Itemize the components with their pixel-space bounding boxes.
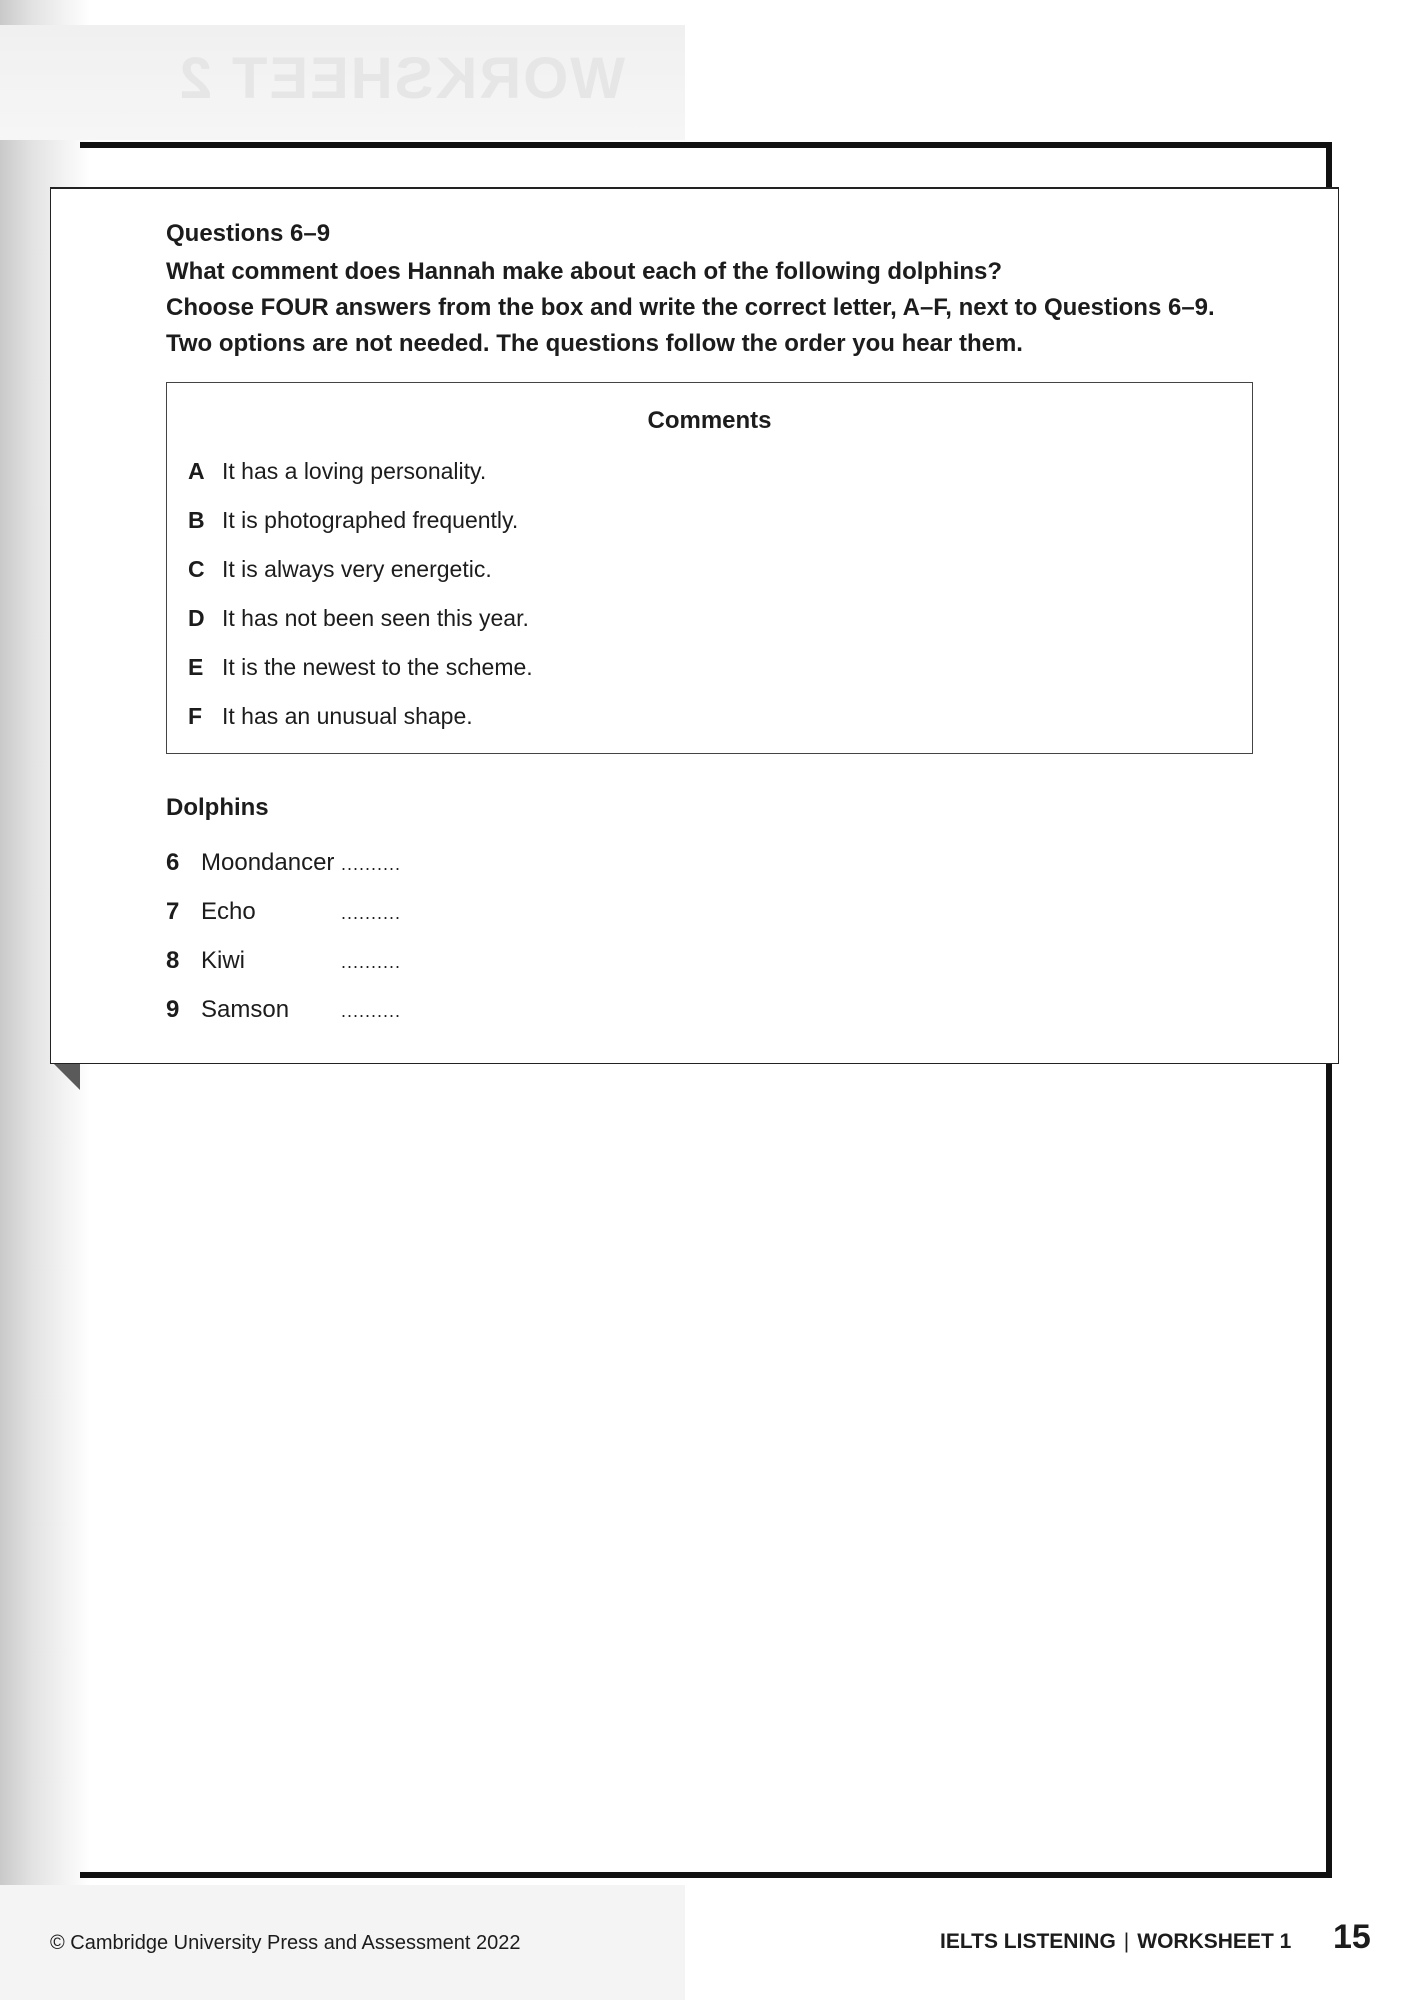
answer-blank[interactable]: .......... bbox=[341, 952, 402, 972]
question-number: 8 bbox=[166, 947, 180, 974]
instruction-line-2: Choose FOUR answers from the box and write the correct letter, A–F, next to Questions 6–9. bbox=[166, 294, 1215, 321]
comment-option-b bbox=[188, 507, 518, 534]
questions-title: Questions 6–9 bbox=[166, 220, 331, 247]
comment-option-f bbox=[188, 703, 473, 730]
option-text: It has an unusual shape. bbox=[222, 703, 473, 729]
option-text: It is always very energetic. bbox=[222, 556, 492, 582]
comment-option-e bbox=[188, 654, 533, 681]
option-text: It is the newest to the scheme. bbox=[222, 654, 533, 680]
question-number: 9 bbox=[166, 996, 180, 1023]
comment-option-c bbox=[188, 556, 492, 583]
answer-blank[interactable]: .......... bbox=[341, 854, 402, 874]
option-letter: C bbox=[188, 556, 205, 582]
book-title: IELTS LISTENING bbox=[940, 1930, 1116, 1953]
answer-blank[interactable]: .......... bbox=[341, 1001, 402, 1021]
option-letter: F bbox=[188, 703, 203, 729]
worksheet-label: WORKSHEET 1 bbox=[1137, 1930, 1292, 1953]
footer-separator: | bbox=[1123, 1930, 1130, 1953]
dolphin-name: Samson bbox=[201, 996, 290, 1023]
dolphins-heading: Dolphins bbox=[166, 794, 269, 821]
comment-option-d bbox=[188, 605, 529, 632]
option-letter: B bbox=[188, 507, 205, 533]
instruction-line-1: What comment does Hannah make about each of the following dolphins? bbox=[166, 258, 1003, 285]
dolphin-name: Kiwi bbox=[201, 947, 246, 974]
page-number: 15 bbox=[1333, 1918, 1371, 1956]
footer-title bbox=[940, 1930, 1291, 1954]
comments-heading: Comments bbox=[647, 407, 772, 434]
option-text: It has a loving personality. bbox=[222, 458, 487, 484]
option-letter: E bbox=[188, 654, 204, 680]
question-number: 7 bbox=[166, 898, 180, 925]
comment-option-a bbox=[188, 458, 486, 485]
header-watermark: WORKSHEET 2 bbox=[177, 46, 625, 111]
option-text: It is photographed frequently. bbox=[222, 507, 519, 533]
dolphin-question-8 bbox=[166, 947, 401, 975]
corner-fold bbox=[52, 1062, 80, 1090]
option-letter: D bbox=[188, 605, 205, 631]
dolphin-question-7 bbox=[166, 898, 401, 926]
copyright-notice: © Cambridge University Press and Assessment 2022 bbox=[50, 1932, 521, 1954]
dolphin-name: Moondancer bbox=[201, 849, 335, 876]
dolphin-question-9 bbox=[166, 996, 401, 1024]
comments-box bbox=[166, 382, 1253, 754]
dolphin-name: Echo bbox=[201, 898, 256, 925]
instruction-line-3: Two options are not needed. The questions follow the order you hear them. bbox=[166, 330, 1023, 357]
answer-blank[interactable]: .......... bbox=[341, 903, 402, 923]
question-number: 6 bbox=[166, 849, 180, 876]
option-letter: A bbox=[188, 458, 205, 484]
option-text: It has not been seen this year. bbox=[222, 605, 529, 631]
dolphin-question-6 bbox=[166, 849, 401, 877]
